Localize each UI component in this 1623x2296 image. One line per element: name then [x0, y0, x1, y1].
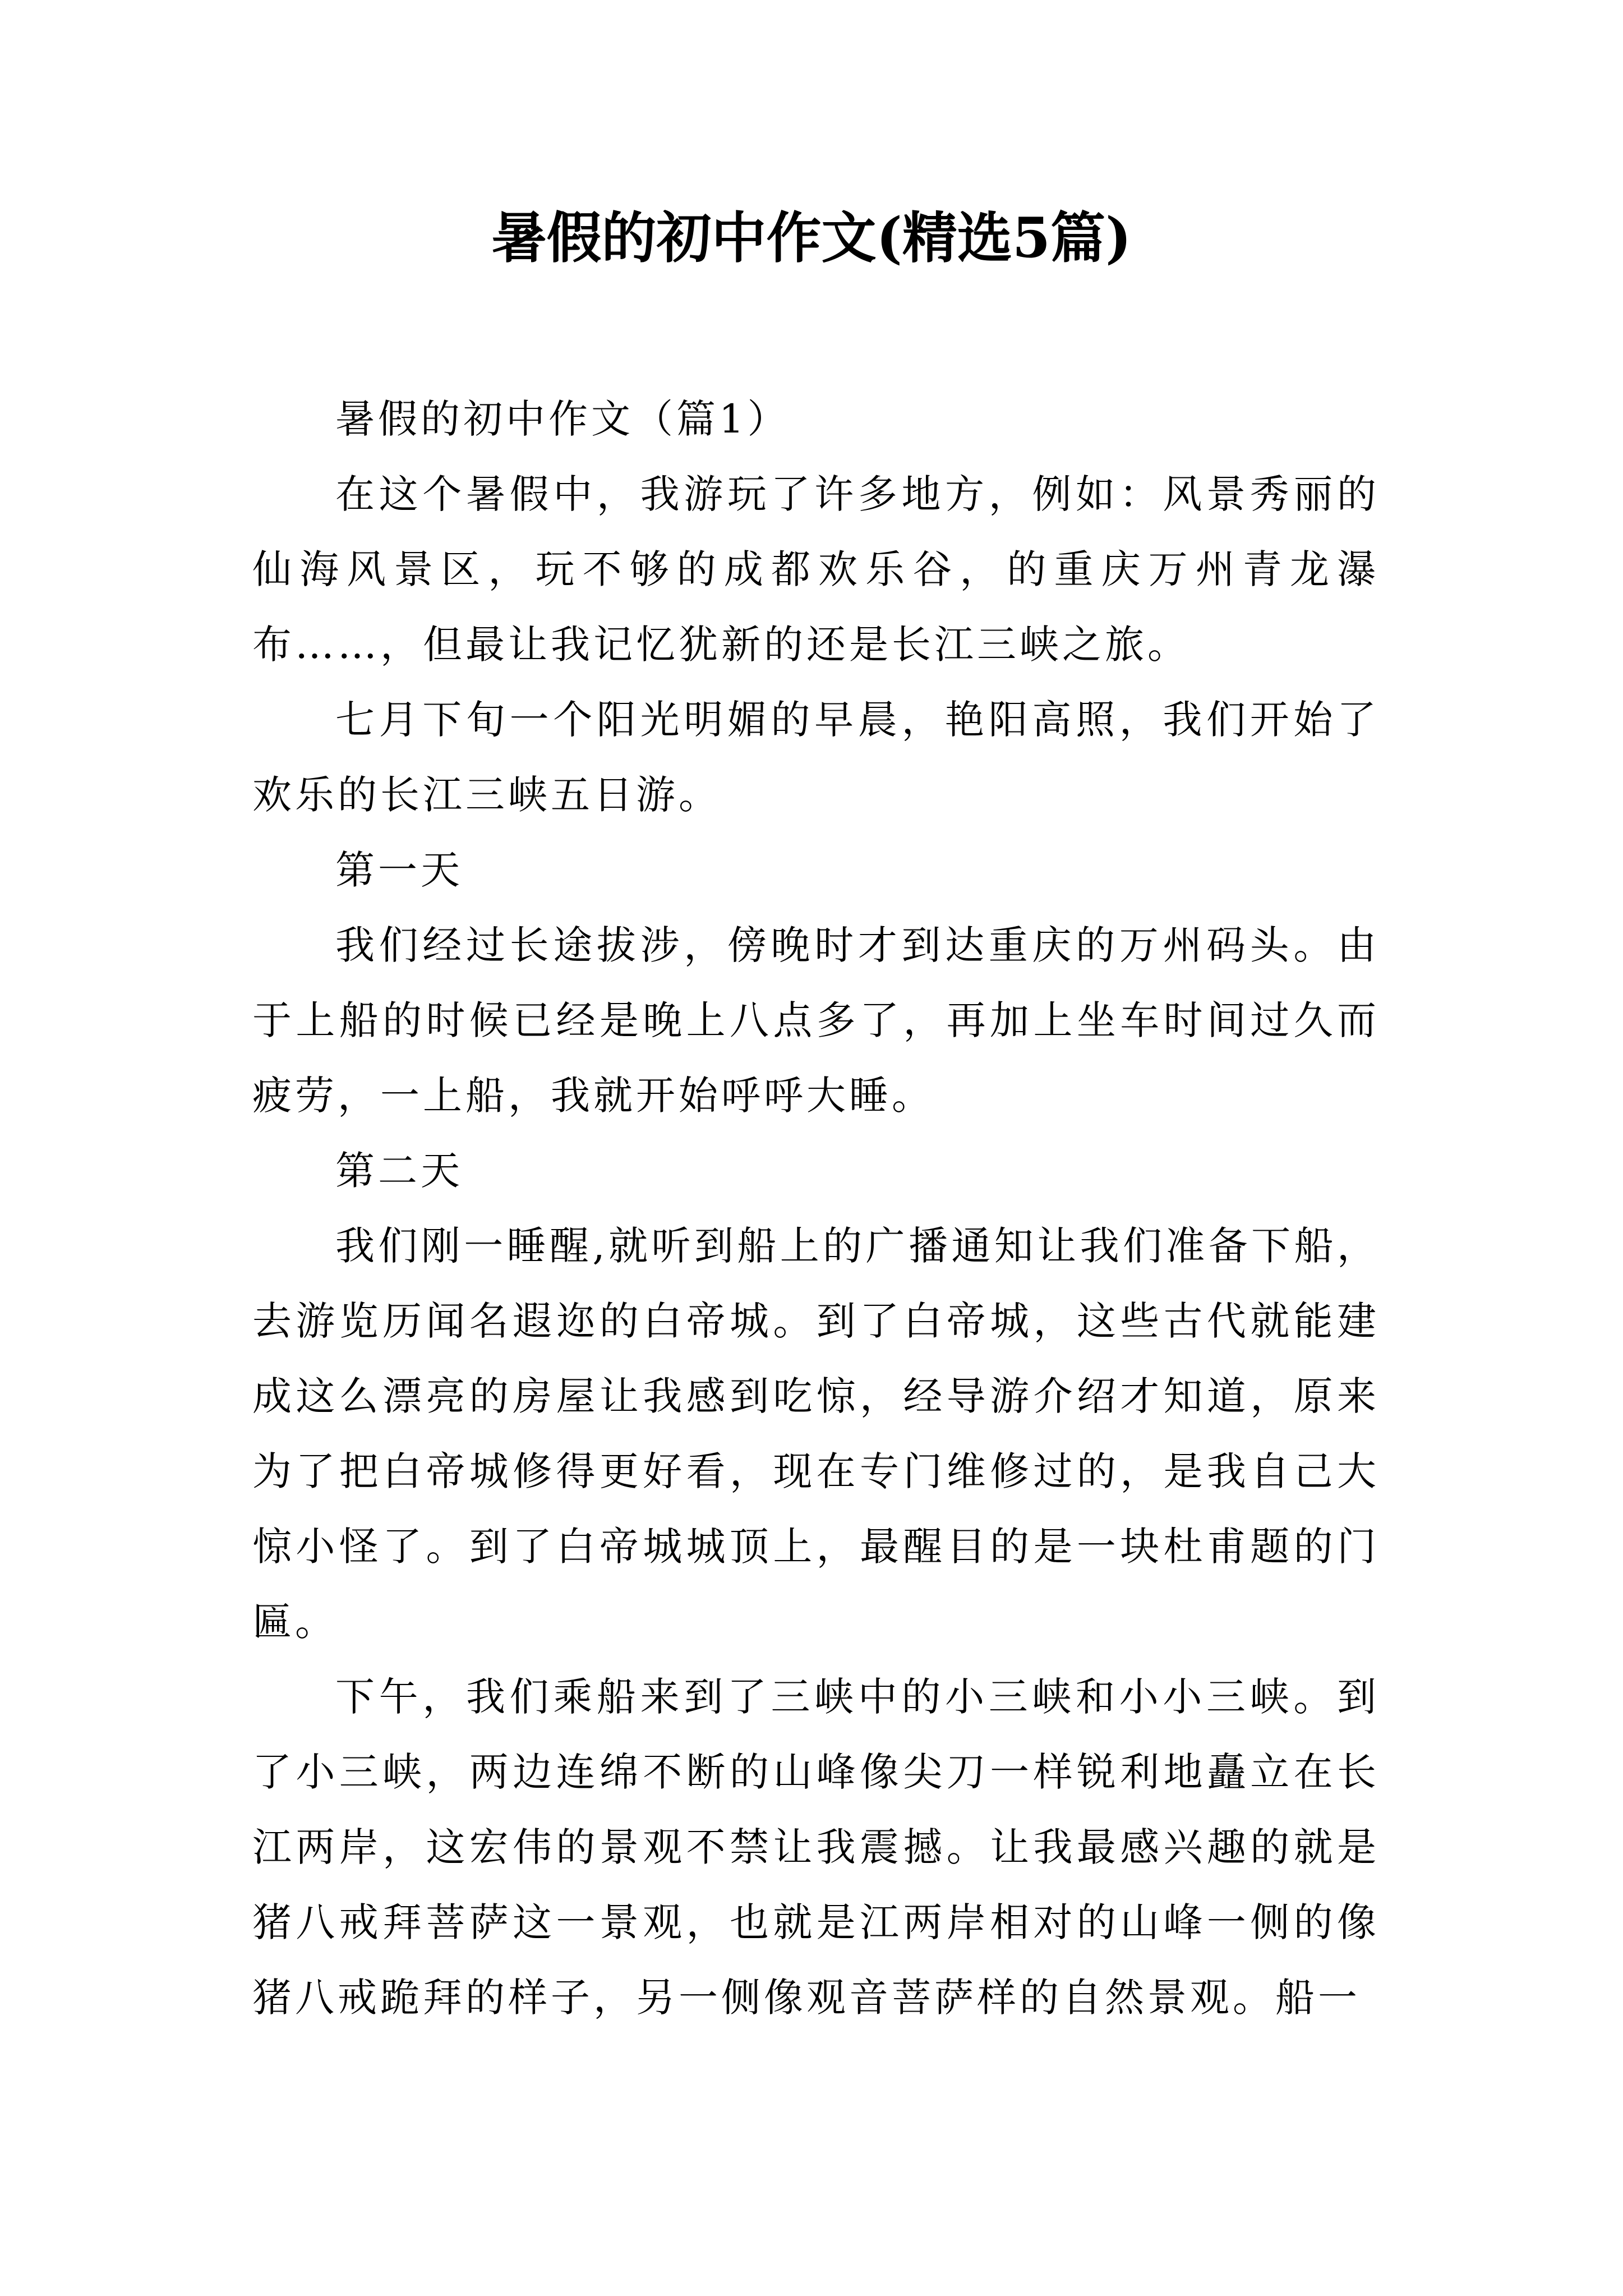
- paragraph: 七月下旬一个阳光明媚的早晨，艳阳高照，我们开始了欢乐的长江三峡五日游。: [252, 697, 1380, 818]
- paragraph: 下午，我们乘船来到了三峡中的小三峡和小小三峡。到了小三峡，两边连绵不断的山峰像尖刀一样锐利地矗立在长江两岸，这宏伟的景观不禁让我震撼。让我最感兴趣的就是猪八戒拜菩萨这一景观，也就是江两岸相对的山峰一侧的像猪八戒跪拜的样子，另一侧像观音菩萨样的自然景观。船一: [252, 1674, 1380, 2021]
- document-body: [252, 381, 1380, 2035]
- day-heading: 第二天: [335, 1148, 463, 1194]
- paragraph: 我们刚一睡醒,就听到船上的广播通知让我们准备下船，去游览历闻名遐迩的白帝城。到了白帝城，这些古代就能建成这么漂亮的房屋让我感到吃惊，经导游介绍才知道，原来为了把白帝城修得更好看，现在专门维修过的，是我自己大惊小怪了。到了白帝城城顶上，最醒目的是一块杜甫题的门匾。: [252, 1223, 1380, 1645]
- paragraph: 我们经过长途拔涉，傍晚时才到达重庆的万州码头。由于上船的时候已经是晚上八点多了，再加上坐车时间过久而疲劳，一上船，我就开始呼呼大睡。: [252, 922, 1380, 1119]
- day-heading: 第一天: [335, 847, 463, 893]
- document-title: 暑假的初中作文(精选5篇): [491, 206, 1132, 270]
- section-heading: 暑假的初中作文（篇1）: [335, 396, 790, 442]
- paragraph: 在这个暑假中，我游玩了许多地方，例如：风景秀丽的仙海风景区，玩不够的成都欢乐谷，的重庆万州青龙瀑布……，但最让我记忆犹新的还是长江三峡之旅。: [252, 471, 1380, 668]
